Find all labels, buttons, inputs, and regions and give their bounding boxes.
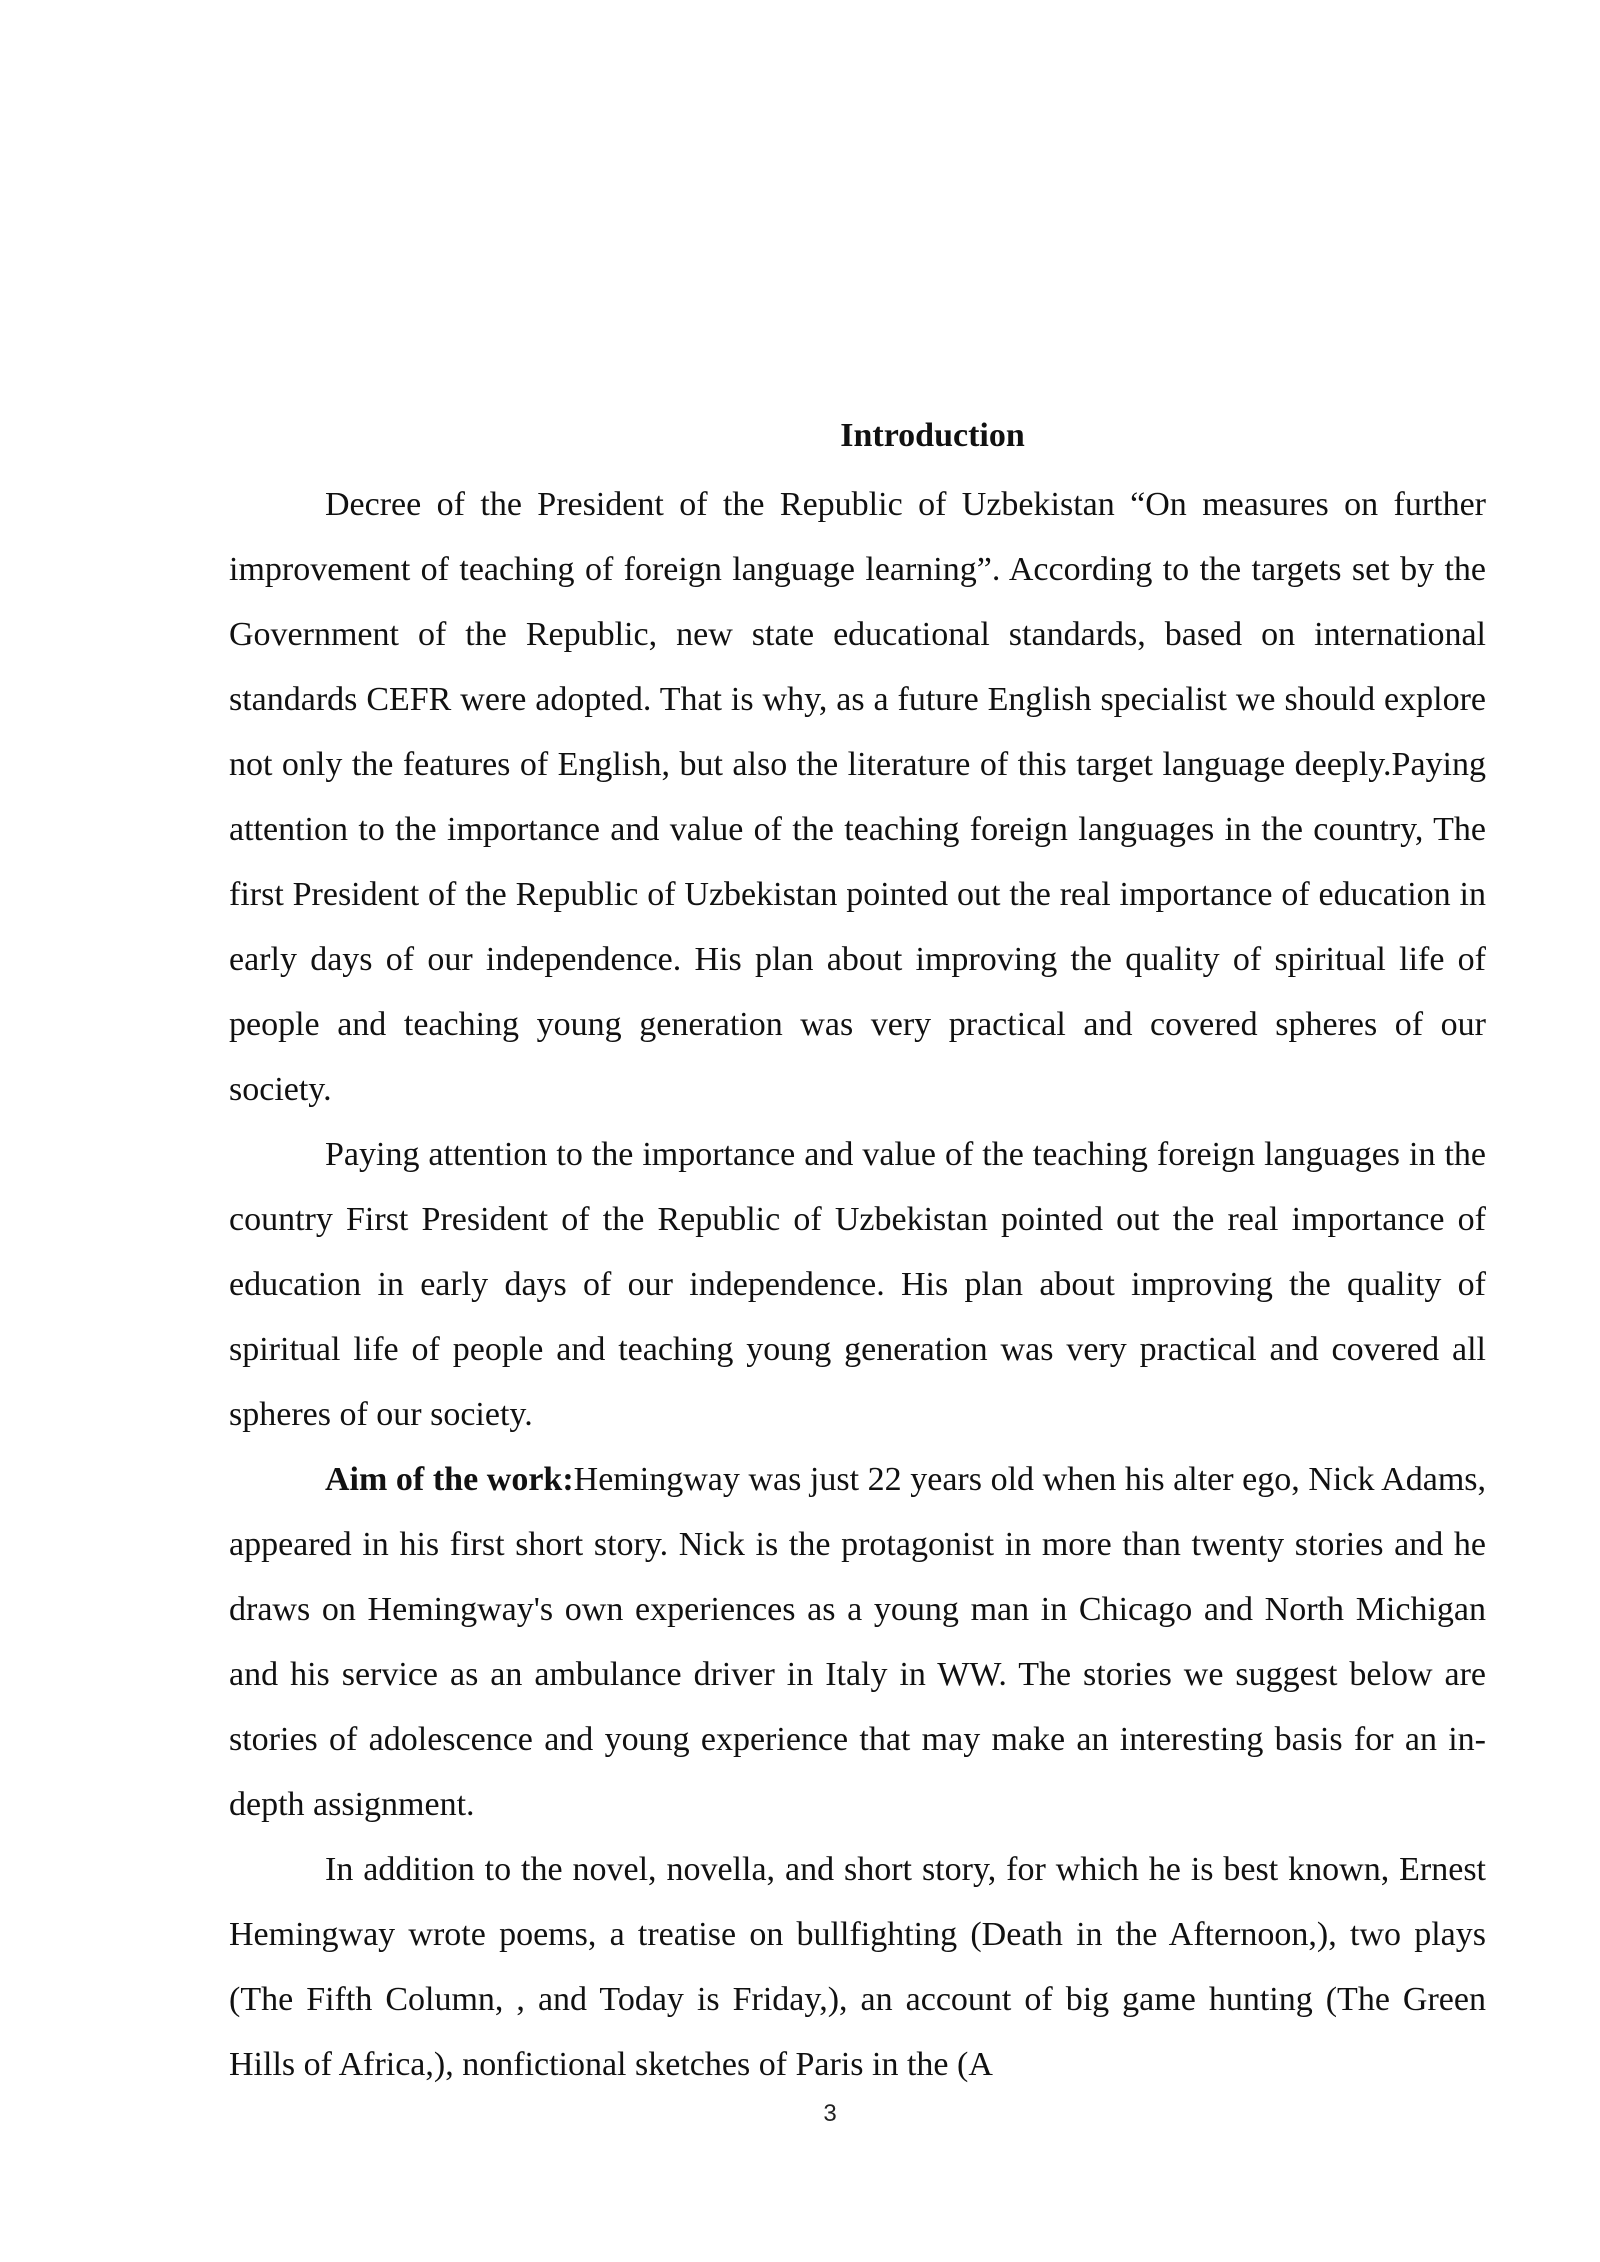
paragraph-aim (229, 1447, 1486, 1837)
paragraph-decree: Decree of the President of the Republic of Uzbekistan “On measures on further improvement of teaching of foreign language learning”. According to the targets set by the Government of the Republic, new state educational standards, based on international standards CEFR were adopted. That is why, as a future English specialist we should explore not only the features of English, but also the literature of this target language deeply.Paying attention to the importance and value of the teaching foreign languages in the country, The first President of the Republic of Uzbekistan pointed out the real importance of education in early days of our independence. His plan about improving the quality of spiritual life of people and teaching young generation was very practical and covered spheres of our society. (229, 486, 1486, 1108)
page-number: 3 (823, 2100, 837, 2127)
aim-label: Aim of the work: (325, 1461, 574, 1498)
aim-text: Hemingway was just 22 years old when his alter ego, Nick Adams, appeared in his first short story. Nick is the protagonist in more than twenty stories and he draws on Hemingway's own experiences as a young man in Chicago and North Michigan and his service as an ambulance driver in Italy in WW. The stories we suggest below are stories of adolescence and young experience that may make an interesting basis for an in-depth assignment. (229, 1461, 1486, 1823)
paragraph-works: In addition to the novel, novella, and short story, for which he is best known, Ernest Hemingway wrote poems, a treatise on bullfighting (Death in the Afternoon,), two plays (The Fifth Column, , and Today is Friday,), an account of big game hunting (The Green Hills of Africa,), nonfictional sketches of Paris in the (A (229, 1851, 1486, 2083)
page-content (229, 408, 1486, 2097)
section-title: Introduction (840, 417, 1025, 454)
paragraph-importance: Paying attention to the importance and value of the teaching foreign languages in the country First President of the Republic of Uzbekistan pointed out the real importance of education in early days of our independence. His plan about improving the quality of spiritual life of people and teaching young generation was very practical and covered all spheres of our society. (229, 1136, 1486, 1433)
